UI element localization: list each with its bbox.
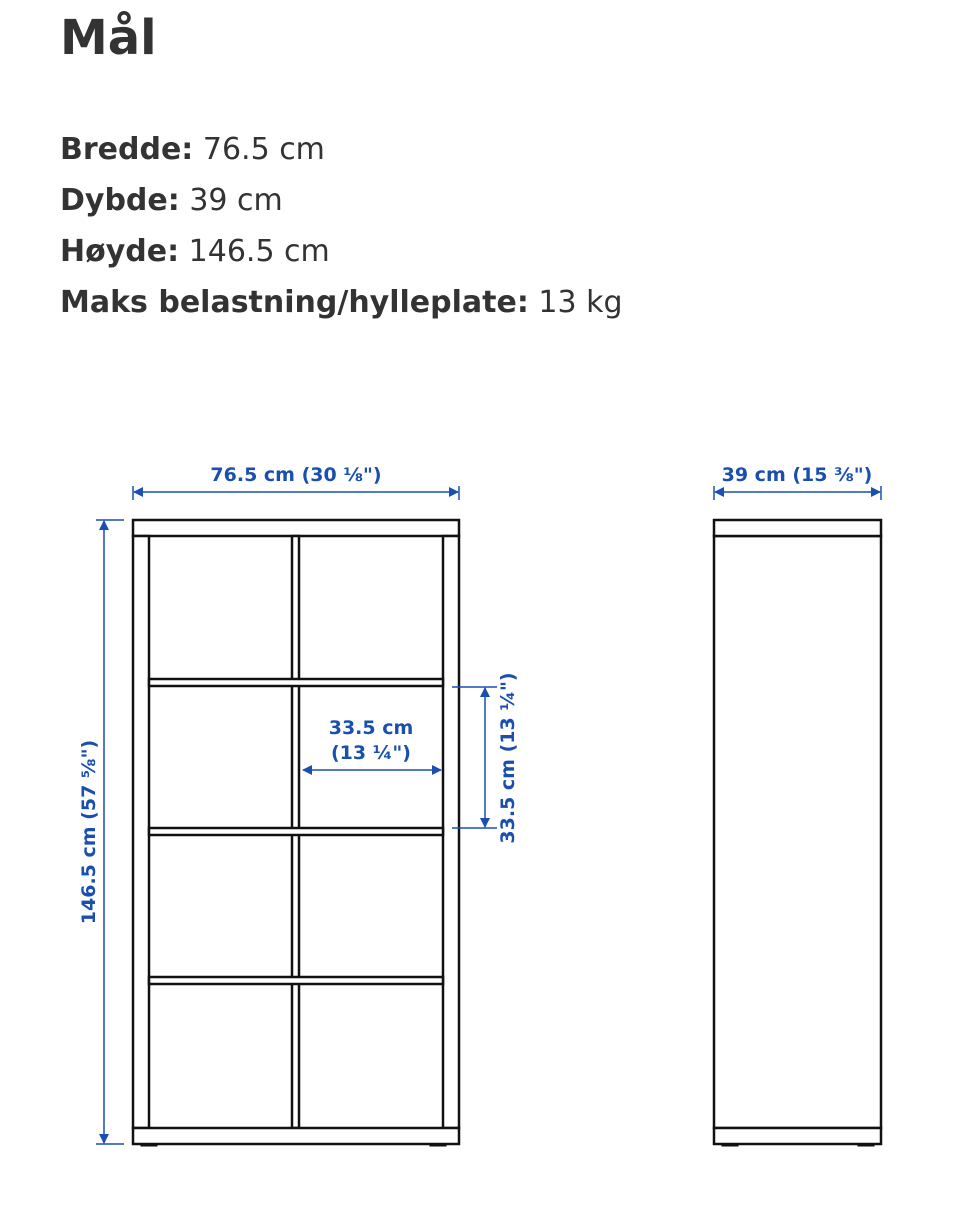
- spec-value: 13 kg: [538, 285, 623, 320]
- spec-label: Maks belastning/hylleplate:: [60, 285, 529, 320]
- compartment-height-label: 33.5 cm (13 ¼"): [497, 672, 519, 844]
- spec-value: 39 cm: [189, 183, 283, 218]
- width-dimension-label: 76.5 cm (30 ⅛"): [210, 464, 382, 486]
- compartment-width-label: 33.5 cm: [328, 717, 414, 739]
- spec-value: 76.5 cm: [202, 132, 325, 167]
- shelf-front-view: [133, 520, 459, 1146]
- spec-label: Høyde:: [60, 234, 180, 269]
- shelf-side-view: [714, 520, 881, 1146]
- page-title: Mål: [60, 10, 157, 66]
- depth-dimension-label: 39 cm (15 ⅜"): [721, 464, 873, 486]
- spec-label: Dybde:: [60, 183, 180, 218]
- spec-label: Bredde:: [60, 132, 194, 167]
- compartment-width-inches: (13 ¼"): [331, 742, 411, 764]
- spec-value: 146.5 cm: [188, 234, 330, 269]
- height-dimension-label: 146.5 cm (57 ⅝"): [78, 739, 100, 925]
